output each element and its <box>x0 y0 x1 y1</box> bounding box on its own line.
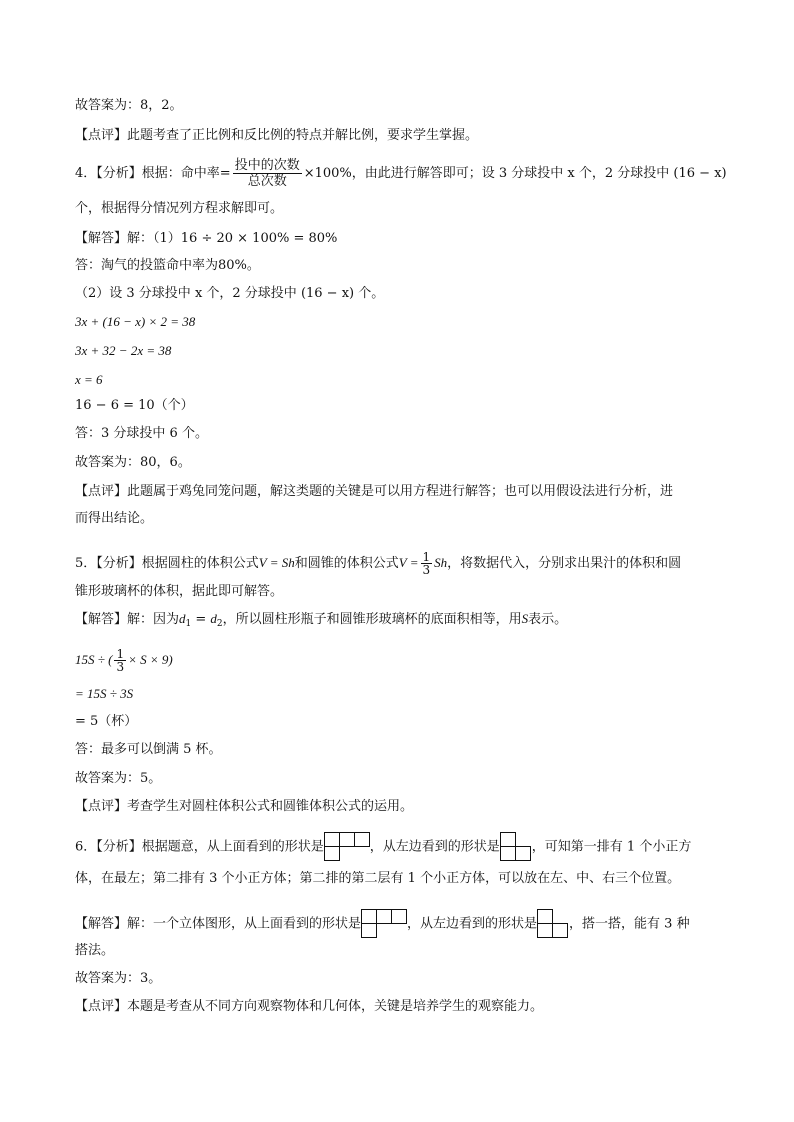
answer-line-q5-1: 答：最多可以倒满 5 杯。 <box>75 742 222 757</box>
diameter-d1: d <box>179 611 186 626</box>
one-third-fraction <box>114 648 126 673</box>
solution-text: 【解答】解：一个立体图形，从上面看到的形状是 <box>75 916 362 932</box>
fraction-denominator: 3 <box>116 660 125 674</box>
subscript: 2 <box>216 619 223 629</box>
equation-line <box>75 648 173 673</box>
subscript: 1 <box>185 619 192 629</box>
equals-sign: = <box>191 612 211 627</box>
fraction-denominator: 3 <box>422 563 431 577</box>
equation-line: = 15S ÷ 3S <box>75 686 134 701</box>
answer-line-q4: 故答案为：80，6。 <box>75 455 191 470</box>
cone-formula-rhs: Sh <box>434 555 448 570</box>
fraction-numerator: 投中的次数 <box>234 158 300 173</box>
analysis-text: ×100%，由此进行解答即可；设 3 分球投中 x 个，2 分球投中 (16 − x) <box>303 166 727 181</box>
analysis-line-q6 <box>75 832 691 862</box>
solution-text: ，所以圆柱形瓶子和圆锥形玻璃杯的底面积相等，用 <box>222 612 522 627</box>
equation-line: x = 6 <box>75 372 103 387</box>
answer-line-q6: 故答案为：3。 <box>75 971 162 986</box>
answer-line-q3: 故答案为：8，2。 <box>75 98 183 113</box>
answer-line-q5: 故答案为：5。 <box>75 771 162 786</box>
cone-formula-lhs: V = <box>398 555 419 570</box>
diameter-d2: d <box>210 611 217 626</box>
analysis-text: 和圆锥的体积公式 <box>294 556 399 571</box>
solution-line-q4: 【解答】解：（1）16 ÷ 20 × 100% = 80% <box>75 231 338 246</box>
solution-text: 表示。 <box>528 612 568 627</box>
fraction-denominator: 总次数 <box>247 174 287 189</box>
equation-line: = 5（杯） <box>75 714 138 729</box>
left-view-shape <box>537 909 569 939</box>
top-view-shape <box>361 909 407 939</box>
solution-line-q6-cont: 搭法。 <box>75 943 115 958</box>
solution-line-q5 <box>75 611 567 632</box>
analysis-line-q6-cont: 体，在最左；第二排有 3 个小正方体；第二排的第二层有 1 个小正方体，可以放在左、中、右三个位置。 <box>75 871 681 886</box>
left-view-shape <box>500 832 532 862</box>
analysis-text: 4．【分析】根据：命中率 <box>75 166 220 181</box>
analysis-line-q5-cont: 锥形玻璃杯的体积，据此即可解答。 <box>75 584 284 599</box>
fraction-numerator: 1 <box>422 550 431 564</box>
analysis-text: ，可知第一排有 1 个小正方 <box>531 839 692 855</box>
solution-line-q4-2: （2）设 3 分球投中 x 个，2 分球投中 (16 − x) 个。 <box>75 286 385 301</box>
analysis-text: 6．【分析】根据题意，从上面看到的形状是 <box>75 839 324 855</box>
comment-line-q5: 【点评】考查学生对圆柱体积公式和圆锥体积公式的运用。 <box>75 799 414 814</box>
analysis-text: ，从左边看到的形状是 <box>369 839 500 855</box>
analysis-line-q4: 4．【分析】根据：命中率= $\frac{\text{投中的次数}}{\text{总次数}}$ ×100%，由此进行解答即可；设 3 分球投中 x 个，2 分球投中 (16 − x) <box>75 158 727 189</box>
answer-line-q4-1: 答：淘气的投篮命中率为80%。 <box>75 258 260 273</box>
fraction-numerator: 1 <box>116 647 125 661</box>
comment-line-q3: 【点评】此题考查了正比例和反比例的特点并解比例，要求学生掌握。 <box>75 128 479 143</box>
one-third-fraction <box>421 551 433 576</box>
analysis-line-q5 <box>75 551 681 576</box>
solution-text: 【解答】解：因为 <box>75 612 180 627</box>
analysis-text: 5．【分析】根据圆柱的体积公式 <box>75 556 259 571</box>
analysis-line-q4-cont: 个，根据得分情况列方程求解即可。 <box>75 201 284 216</box>
analysis-text: ，将数据代入，分别求出果汁的体积和圆 <box>447 556 682 571</box>
solution-text: ，搭一搭，能有 3 种 <box>569 916 690 932</box>
top-view-shape <box>324 832 370 862</box>
solution-line-q6 <box>75 909 690 939</box>
equation-part: 15S ÷ ( <box>75 652 113 667</box>
equation-line: 3x + 32 − 2x = 38 <box>75 343 172 358</box>
area-symbol: S <box>521 611 529 626</box>
comment-line-q4: 【点评】此题属于鸡兔同笼问题，解这类题的关键是可以用方程进行解答；也可以用假设法进行分析，进 <box>75 484 674 499</box>
solution-text: ，从左边看到的形状是 <box>407 916 538 932</box>
equation-line: 16 − 6 = 10（个） <box>75 398 194 413</box>
equation-part: × S × 9) <box>128 652 173 667</box>
equation-line: 3x + (16 − x) × 2 = 38 <box>75 314 196 329</box>
hit-rate-fraction <box>233 158 302 189</box>
cylinder-formula: V = Sh <box>258 555 295 570</box>
answer-line-q4-2: 答：3 分球投中 6 个。 <box>75 426 208 441</box>
comment-line-q6: 【点评】本题是考查从不同方向观察物体和几何体，关键是培养学生的观察能力。 <box>75 999 544 1014</box>
comment-line-q4-cont: 而得出结论。 <box>75 511 154 526</box>
